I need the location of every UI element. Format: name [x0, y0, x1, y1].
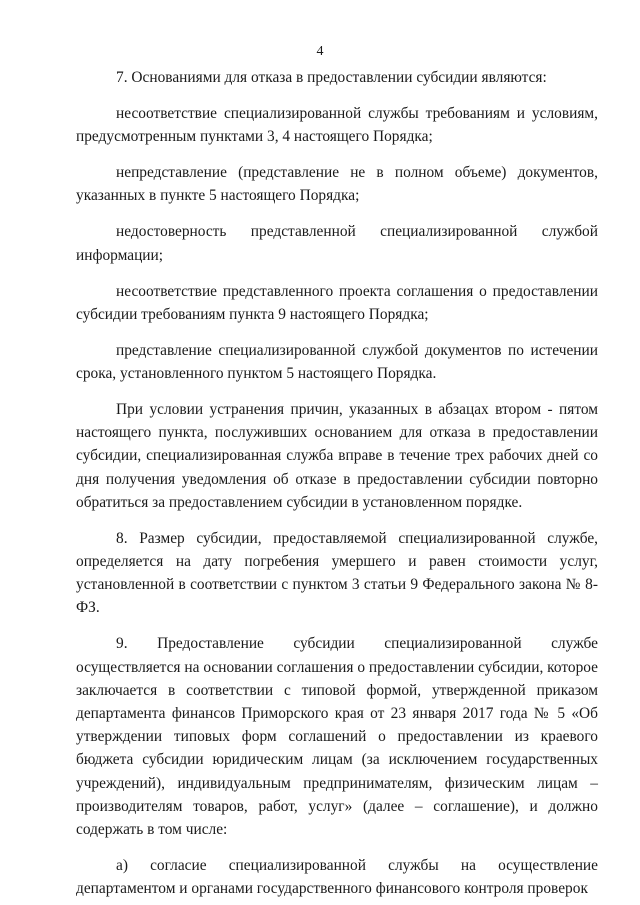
paragraph-7-item-1: несоответствие специализированной службы требованиям и условиям, предусмотренным пунктами 3, 4 настоящего Порядка;	[76, 105, 598, 146]
paragraph-9-item-a: а) согласие специализированной службы на осуществление департаментом и органами государственного финансового контроля проверок	[76, 857, 598, 898]
document-body	[76, 66, 598, 900]
paragraph-7-item-2: непредставление (представление не в полном объеме) документов, указанных в пункте 5 настоящего Порядка;	[76, 164, 598, 205]
paragraph-7-resubmission: При условии устранения причин, указанных в абзацах втором - пятом настоящего пункта, послуживших основанием для отказа в предоставлении субсидии, специализированная служба вправе в течение трех рабочих дней со дня получения уведомления об отказе в предоставлении субсидии повторно обратиться за предоставлением субсидии в установленном порядке.	[76, 401, 598, 511]
paragraph-7-item-3: недостоверность представленной специализированной службой информации;	[76, 223, 598, 264]
page-number: 4	[316, 44, 324, 59]
paragraph-8: 8. Размер субсидии, предоставляемой специализированной службе, определяется на дату погребения умершего и равен стоимости услуг, установленной в соответствии с пунктом 3 статьи 9 Федерального закона № 8-ФЗ.	[76, 529, 598, 617]
paragraph-7-item-4: несоответствие представленного проекта соглашения о предоставлении субсидии требованиям пункта 9 настоящего Порядка;	[76, 282, 598, 323]
paragraph-7-heading: 7. Основаниями для отказа в предоставлении субсидии являются:	[116, 69, 547, 86]
paragraph-9: 9. Предоставление субсидии специализированной службе осуществляется на основании соглашения о предоставлении субсидии, которое заключается в соответствии с типовой формой, утвержденной приказом департамента финансов Приморского края от 23 января 2017 года № 5 «Об утверждении типовых форм соглашений о предоставлении из краевого бюджета субсидии юридическим лицам (за исключением государственных учреждений), индивидуальным предпринимателям, физическим лицам – производителям товаров, работ, услуг» (далее – соглашение), и должно содержать в том числе:	[76, 635, 598, 839]
paragraph-7-item-5: представление специализированной службой документов по истечении срока, установленного пунктом 5 настоящего Порядка.	[76, 341, 598, 383]
